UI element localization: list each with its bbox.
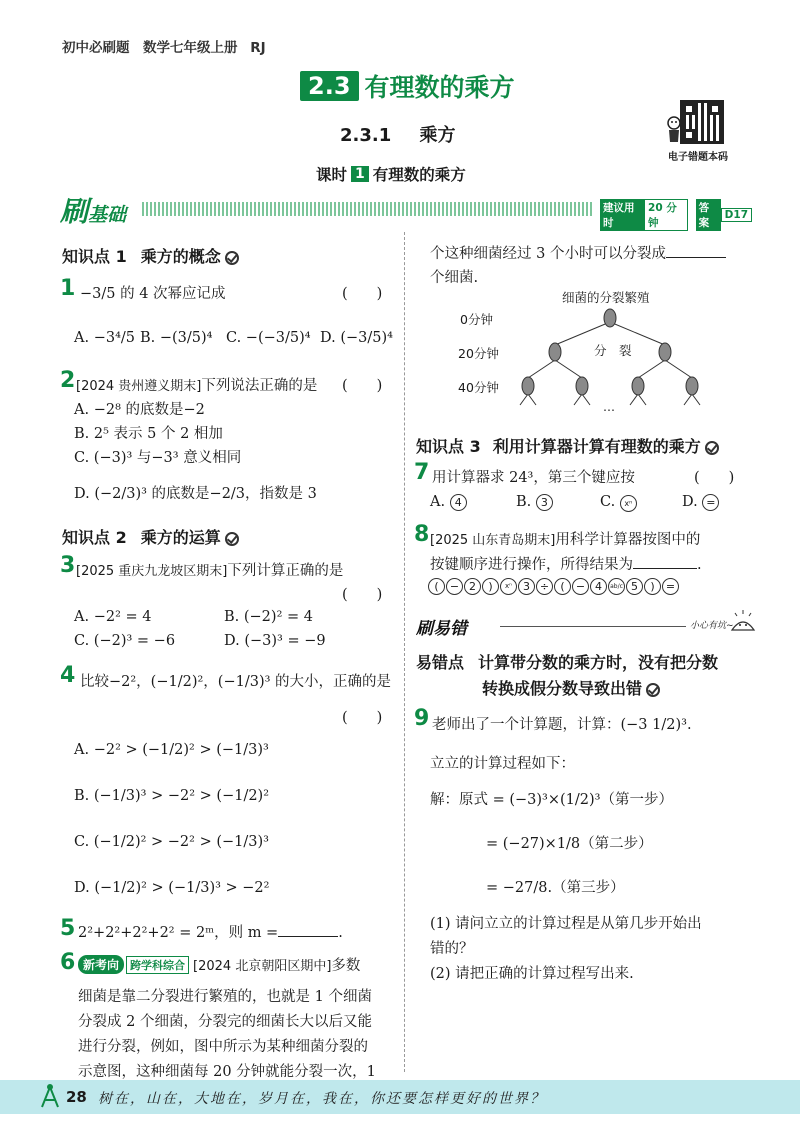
q2-number: 2 [60,368,76,393]
q5-number: 5 [60,916,76,941]
q7-option-a[interactable] [430,494,468,511]
check-icon [225,532,239,546]
answer-page[interactable]: D17 [721,208,752,222]
kp1-title: 乘方的概念 [140,247,221,266]
bacterium-1b [659,343,671,361]
book-header [62,36,266,56]
q5-line: 2²+2²+2²+2² = 2ᵐ，则 m = . [78,921,343,942]
kp3-label: 知识点 3 [416,437,481,456]
mistakes-tagline: 小心有坑~ [690,621,734,631]
q3-number: 3 [60,553,76,578]
q7-option-a-letter: A. [430,494,446,510]
time-label: 建议用时 [600,199,644,231]
mistake-point-title-2: 转换成假分数导致出错 [482,679,643,698]
mistakes-line [500,626,686,627]
mascot-icon [730,608,756,634]
q2-line [76,374,317,395]
time-badge [600,199,752,231]
qr-label: 电子错题本码 [668,152,728,163]
q8-key-sequence [428,578,680,595]
q2-option-b[interactable]: B. 2⁵ 表示 5 个 2 相加 [74,426,223,442]
q7-option-b-letter: B. [516,494,532,510]
diagram-split-label: 分 裂 [594,343,632,358]
q9-number: 9 [414,706,430,731]
kp1-label: 知识点 1 [62,247,127,266]
q2-paren[interactable]: ( ) [342,378,383,394]
column-divider [404,232,405,1072]
q3-source: [2025 重庆九龙坡区期末] [76,564,228,579]
key-seq-0-icon: ( [428,578,445,595]
bacterium-2d [686,377,698,395]
q6-line-0: 多数 [331,958,361,974]
q5-stem: 2²+2²+2²+2² = 2ᵐ，则 m = [78,925,279,941]
key-seq-6-icon: ÷ [536,578,553,595]
q8-stem: 用科学计算器按图中的 [555,532,701,548]
q6-line-3: 进行分裂，例如，图中所示为某种细菌分裂的 [78,1039,368,1055]
page-number: 28 [66,1088,87,1106]
key-seq-1-icon: − [446,578,463,595]
q7-option-d[interactable] [682,494,720,511]
knowledge-point-3 [416,434,719,457]
q7-option-d-letter: D. [682,494,698,510]
key-seq-12-icon: ) [644,578,661,595]
check-icon [705,441,719,455]
q6-number: 6 [60,950,76,975]
compass-icon [38,1084,62,1110]
q8-line [430,528,700,549]
q8-answer-blank[interactable] [633,555,697,570]
q4-option-d[interactable]: D. (−1/2)² > (−1/3)³ > −2² [74,880,270,896]
edition-label: RJ [250,40,266,56]
q9-intro: 立立的计算过程如下： [430,756,575,772]
mistake-point [416,650,718,673]
mistake-point-title-1: 计算带分数的乘方时，没有把分数 [478,653,719,672]
bacterium-0 [604,309,616,327]
q2-option-a[interactable]: A. −2⁸ 的底数是−2 [74,402,205,418]
q4-paren[interactable]: ( ) [342,710,383,726]
q2-stem: 下列说法正确的是 [201,378,318,394]
key-seq-2-icon: 2 [464,578,481,595]
subsection-text: 乘方 [419,125,456,146]
q3-line [76,559,343,580]
q3-paren[interactable]: ( ) [342,587,383,603]
lesson-number-badge: 1 [351,166,369,182]
q1-option-a[interactable]: A. −3⁴/5 [74,330,135,346]
q2-option-c[interactable]: C. (−3)³ 与−3³ 意义相同 [74,450,242,466]
q8-source: [2025 山东青岛期末] [430,533,556,548]
q6-tags [78,954,360,975]
basics-bar [60,195,752,229]
bacterium-2a [522,377,534,395]
q1-paren[interactable]: ( ) [342,286,383,302]
q5-answer-blank[interactable] [278,923,338,938]
kp3-title: 利用计算器计算有理数的乘方 [492,437,701,456]
q9-step-3: = −27/8.（第三步） [486,880,625,896]
q6-tag-new [78,955,124,974]
lesson-prefix: 课时 [316,166,348,184]
diagram-title: 细菌的分裂繁殖 [562,290,650,305]
q1-option-d[interactable]: D. (−3/5)⁴ [320,330,393,346]
time-value: 20 分钟 [644,199,688,231]
key-power-icon: xⁿ [620,495,637,512]
check-icon [646,683,660,697]
q6-tag-cross: 跨学科综合 [126,956,189,974]
mistakes-bar [416,614,748,638]
key-equals-icon: = [702,494,719,511]
q9-stem: 老师出了一个计算题，计算：(−3 1/2)³. [432,717,692,733]
key-3-icon: 3 [536,494,553,511]
q7-option-c-letter: C. [600,494,616,510]
key-seq-4-icon: xⁿ [500,578,517,595]
diagram-row-1: 20分钟 [458,346,499,361]
basics-stripe [142,202,592,216]
key-seq-10-icon: ab/c [608,578,625,595]
bacterium-1a [549,343,561,361]
q6-line-1: 细菌是靠二分裂进行繁殖的，也就是 1 个细菌 [78,989,372,1005]
key-seq-7-icon: ( [554,578,571,595]
q3-option-a[interactable]: A. −2² = 4 [74,609,152,625]
knowledge-point-2 [62,525,239,548]
q6-line-5 [430,242,726,263]
q1-number: 1 [60,276,76,301]
q8-line-2: 按键顺序进行操作，所得结果为 . [430,553,702,574]
q9-step-2: = (−27)×1/8（第二步） [486,836,653,852]
q6-answer-blank[interactable] [666,244,726,259]
q1-option-b[interactable]: B. −(3/5)⁴ [140,330,213,346]
key-seq-9-icon: 4 [590,578,607,595]
q6-source: [2024 北京朝阳区期中] [193,959,332,974]
q4-option-c[interactable]: C. (−1/2)² > −2² > (−1/3)³ [74,834,269,850]
q6-tag-new-text: 新 [83,958,96,972]
q3-option-c[interactable]: C. (−2)³ = −6 [74,633,176,649]
diagram-ellipsis: … [603,400,615,414]
q9-sub-1a: (1) 请问立立的计算过程是从第几步开始出 [430,916,702,932]
key-seq-3-icon: ) [482,578,499,595]
lesson-title [316,163,466,185]
q9-step-1: 解：原式 = (−3)³×(1/2)³（第一步） [430,792,673,808]
q9-sub-1b: 错的？ [430,941,474,957]
bacteria-division-diagram [500,300,720,420]
q4-number: 4 [60,663,76,688]
q1-stem: −3/5 的 4 次幂应记成 [80,286,226,302]
qr-code[interactable] [680,100,724,144]
q7-number: 7 [414,460,430,485]
diagram-row-0: 0分钟 [460,312,493,327]
q6-line-6: 个细菌. [430,270,479,286]
section-number-badge: 2.3 [300,71,359,101]
bacterium-2c [632,377,644,395]
q7-option-b[interactable] [516,494,554,511]
mistake-point-label: 易错点 [416,653,465,672]
key-seq-8-icon: − [572,578,589,595]
diagram-row-2: 40分钟 [458,380,499,395]
book-title: 初中必刷题 数学七年级上册 [62,40,238,56]
qr-mascot-icon [666,116,682,144]
q8-number: 8 [414,522,430,547]
subsection-number: 2.3.1 [340,125,392,146]
section-title [300,68,515,104]
answer-label: 答案 [696,199,721,231]
q7-stem: 用计算器求 24³，第三个键应按 [432,470,635,486]
q8-stem-2: 按键顺序进行操作，所得结果为 [430,557,633,573]
q9-sub-2: (2) 请把正确的计算过程写出来. [430,966,634,982]
kp2-label: 知识点 2 [62,528,127,547]
q3-stem: 下列计算正确的是 [227,563,344,579]
q4-stem: 比较−2²，(−1/2)²，(−1/3)³ 的大小，正确的是 [80,674,392,690]
key-seq-13-icon: = [662,578,679,595]
q1-option-c[interactable]: C. −(−3/5)⁴ [226,330,311,346]
q6-line-4: 示意图，这种细菌每 20 分钟就能分裂一次，1 [78,1064,376,1080]
q3-option-d[interactable]: D. (−3)³ = −9 [224,633,326,649]
section-title-text: 有理数的乘方 [364,73,515,102]
q6-line-2: 分裂成 2 个细菌，分裂完的细菌长大以后又能 [78,1014,372,1030]
q2-option-d[interactable]: D. (−2/3)³ 的底数是−2/3，指数是 3 [74,486,317,502]
basics-title-big: 刷 [60,195,89,228]
q7-option-c[interactable] [600,494,638,512]
q4-option-b[interactable]: B. (−1/3)³ > −2² > (−1/2)² [74,788,270,804]
q6-tag-kaoxiang-text: 考向 [95,958,120,972]
key-seq-11-icon: 5 [626,578,643,595]
mistakes-title: 刷易错 [416,619,467,639]
bacterium-2b [576,377,588,395]
basics-title-small: 基础 [88,204,127,226]
q6-line-5-text: 个这种细菌经过 3 个小时可以分裂成 [430,246,666,262]
key-seq-5-icon: 3 [518,578,535,595]
q3-option-b[interactable]: B. (−2)² = 4 [224,609,313,625]
basics-title [60,190,126,230]
q4-option-a[interactable]: A. −2² > (−1/2)² > (−1/3)³ [74,742,269,758]
check-icon [225,251,239,265]
q2-source: [2024 贵州遵义期末] [76,379,202,394]
kp2-title: 乘方的运算 [140,528,221,547]
mistake-point-line-2 [482,676,660,699]
subsection-title [340,121,456,147]
q7-paren[interactable]: ( ) [694,470,735,486]
knowledge-point-1 [62,244,239,267]
footer-slogan: 树在，山在，大地在，岁月在，我在，你还要怎样更好的世界？ [98,1091,546,1107]
key-4-icon: 4 [450,494,467,511]
lesson-text: 有理数的乘方 [372,166,466,184]
